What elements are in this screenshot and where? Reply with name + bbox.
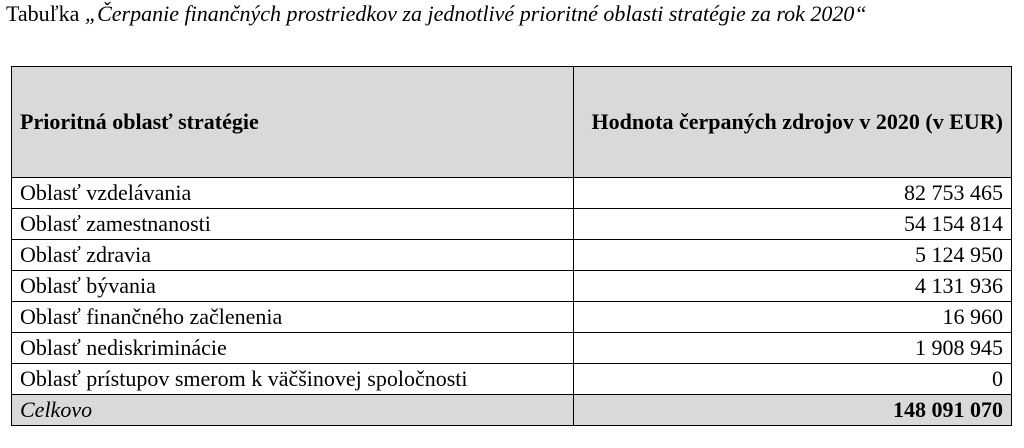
row-label: Oblasť zamestnanosti	[12, 209, 574, 240]
table-row	[12, 364, 1012, 395]
row-label: Oblasť zdravia	[12, 240, 574, 271]
row-value: 0	[574, 364, 1012, 395]
total-label: Celkovo	[12, 395, 574, 426]
table-header	[12, 67, 1012, 178]
row-value: 4 131 936	[574, 271, 1012, 302]
row-label: Oblasť bývania	[12, 271, 574, 302]
total-value: 148 091 070	[574, 395, 1012, 426]
table-caption	[6, 2, 1016, 26]
table-body	[12, 178, 1012, 426]
row-label: Oblasť vzdelávania	[12, 178, 574, 209]
table-row	[12, 302, 1012, 333]
table-row	[12, 333, 1012, 364]
row-label: Oblasť nediskriminácie	[12, 333, 574, 364]
total-row	[12, 395, 1012, 426]
row-value: 1 908 945	[574, 333, 1012, 364]
table-row	[12, 240, 1012, 271]
header-priority-area: Prioritná oblasť stratégie	[12, 67, 574, 178]
row-value: 54 154 814	[574, 209, 1012, 240]
header-funding-value: Hodnota čerpaných zdrojov v 2020 (v EUR)	[574, 67, 1012, 178]
header-row	[12, 67, 1012, 178]
row-label: Oblasť prístupov smerom k väčšinovej spoločnosti	[12, 364, 574, 395]
row-label: Oblasť finančného začlenenia	[12, 302, 574, 333]
caption-title: „Čerpanie finančných prostriedkov za jednotlivé prioritné oblasti stratégie za rok 2020“	[84, 1, 867, 26]
row-value: 82 753 465	[574, 178, 1012, 209]
table-row	[12, 209, 1012, 240]
row-value: 5 124 950	[574, 240, 1012, 271]
funding-table	[11, 66, 1012, 426]
table-row	[12, 271, 1012, 302]
caption-prefix: Tabuľka	[6, 1, 85, 26]
table-row	[12, 178, 1012, 209]
row-value: 16 960	[574, 302, 1012, 333]
